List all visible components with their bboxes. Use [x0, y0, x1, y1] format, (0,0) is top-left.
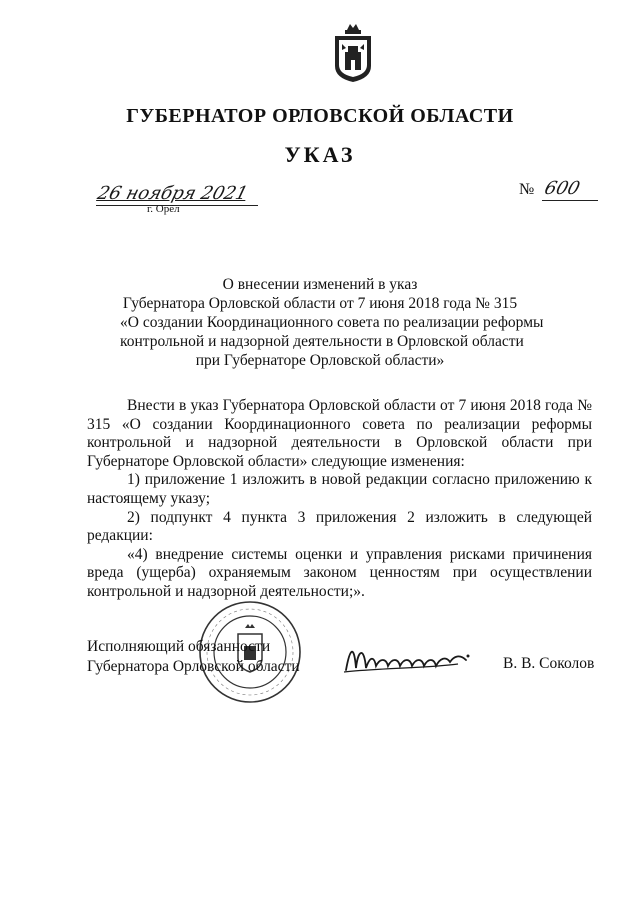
body-paragraph: 2) подпункт 4 пункта 3 приложения 2 изложить в следующей редакции:	[87, 508, 592, 545]
body-paragraph: Внести в указ Губернатора Орловской области от 7 июня 2018 года № 315 «О создании Координационного совета по реализации реформы контрольной и надзорной деятельности в Орловской области при Губернаторе Орловской области» следующие изменения:	[87, 397, 592, 470]
signatory-name: В. В. Соколов	[503, 655, 595, 672]
body-paragraph: «4) внедрение системы оценки и управления рисками причинения вреда (ущерба) охраняемым законом ценностям при осуществлении контрольной и надзорной деятельности;».	[87, 545, 592, 600]
coat-of-arms-icon	[331, 22, 375, 84]
decree-number: 600	[542, 178, 583, 199]
decree-title	[120, 275, 544, 370]
signatory-position	[87, 637, 300, 677]
title-line: «О создании Координационного совета по реализации реформы	[120, 314, 544, 331]
position-line: Исполняющий обязанности	[87, 638, 271, 655]
decree-body	[87, 397, 592, 602]
number-sign: №	[519, 181, 535, 198]
title-line: Губернатора Орловской области от 7 июня 2018 года № 315	[122, 295, 518, 312]
body-paragraph: 1) приложение 1 изложить в новой редакции согласно приложению к настоящему указу;	[87, 471, 592, 507]
title-line: при Губернаторе Орловской области»	[195, 352, 445, 369]
number-underline	[542, 200, 598, 201]
position-line: Губернатора Орловской области	[87, 658, 300, 675]
decree-date: 26 ноября 2021	[95, 183, 251, 204]
handwritten-signature-icon	[340, 638, 475, 678]
document-type: УКАЗ	[284, 142, 356, 167]
title-line: контрольной и надзорной деятельности в Орловской области	[120, 333, 524, 350]
decree-city: г. Орёл	[147, 203, 180, 215]
title-line: О внесении изменений в указ	[222, 276, 418, 293]
authority-title: ГУБЕРНАТОР ОРЛОВСКОЙ ОБЛАСТИ	[126, 105, 514, 127]
